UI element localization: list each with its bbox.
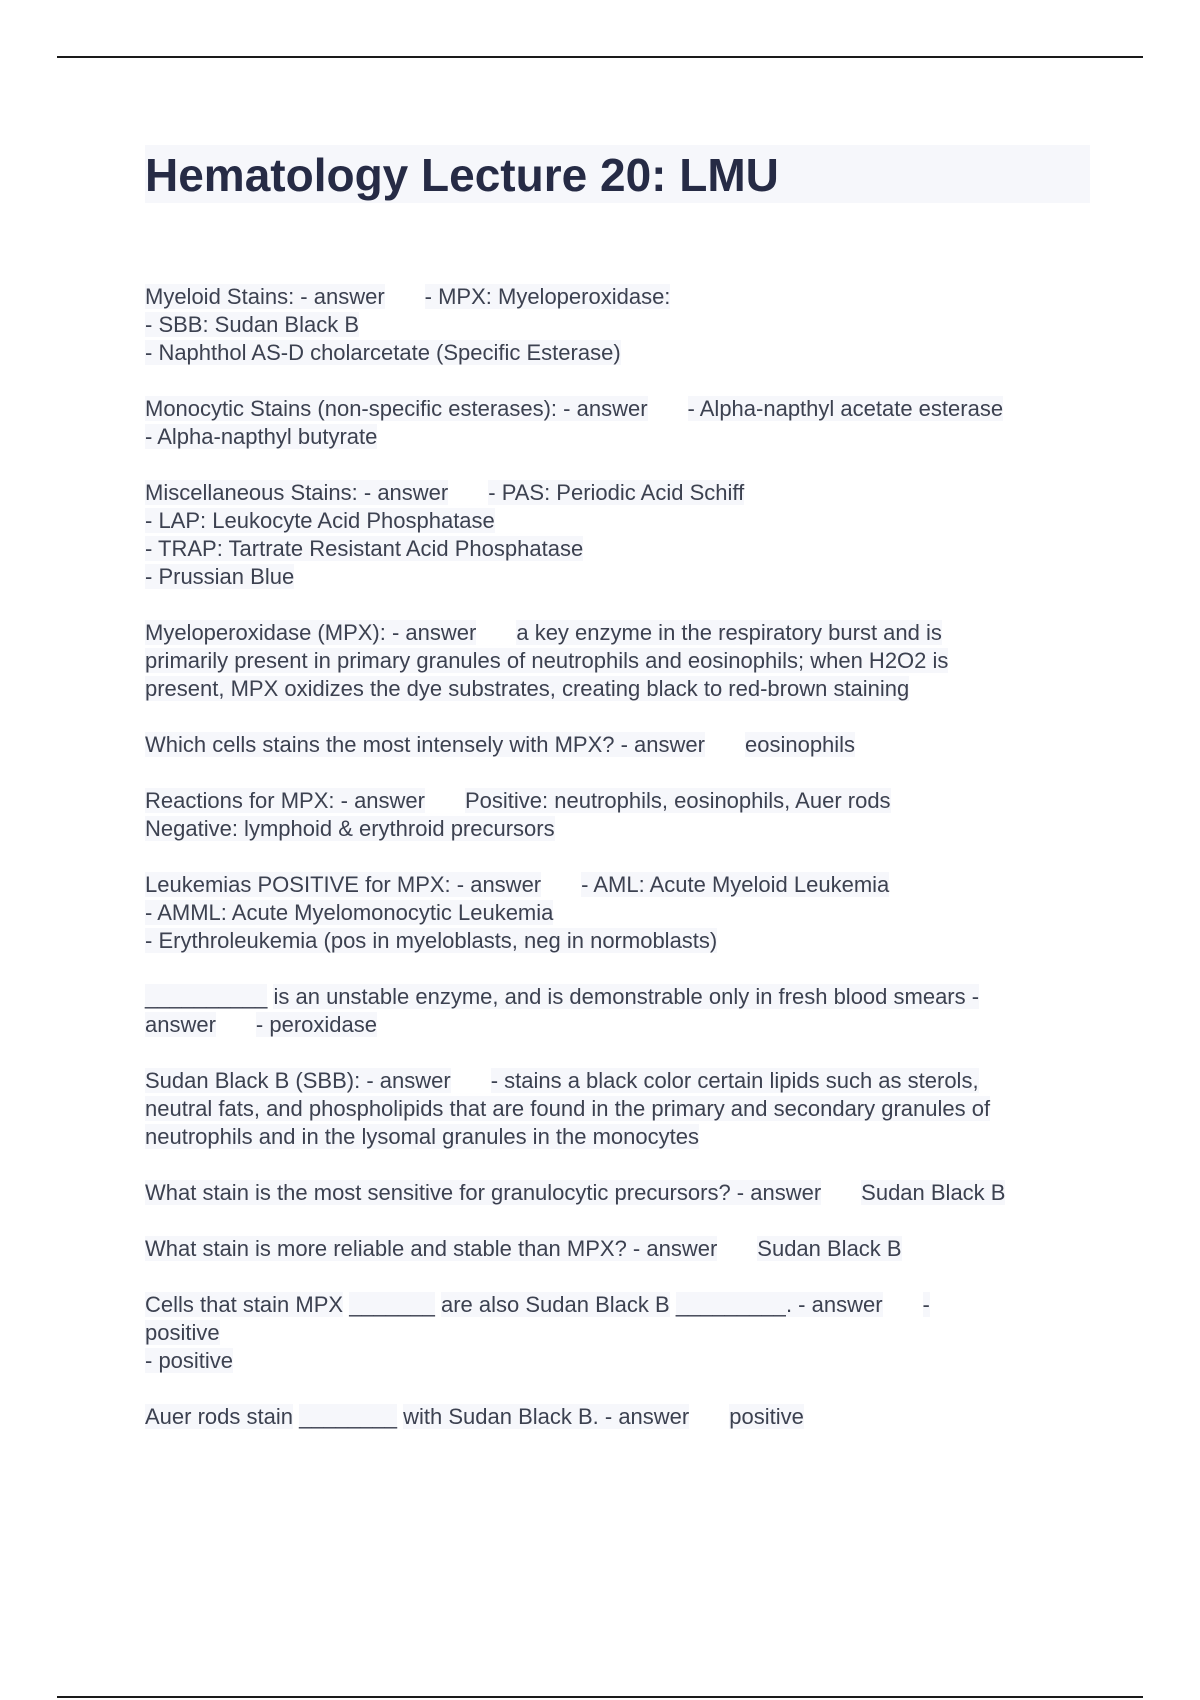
card-answer: - PAS: Periodic Acid Schiff [488, 480, 745, 505]
card-question: Auer rods stain [145, 1404, 293, 1429]
flashcard [145, 479, 1090, 591]
card-answer-line: neutral fats, and phospholipids that are found in the primary and secondary granules of [145, 1096, 991, 1121]
flashcard [145, 1179, 1090, 1207]
card-question: Which cells stains the most intensely with MPX? - answer [145, 732, 705, 757]
card-answer-line: - Erythroleukemia (pos in myeloblasts, neg in normoblasts) [145, 928, 718, 953]
fill-in-blank: _________ [675, 1292, 786, 1317]
flashcard [145, 619, 1090, 703]
card-question: answer [145, 1012, 216, 1037]
card-question: What stain is more reliable and stable than MPX? - answer [145, 1236, 718, 1261]
card-question: Leukemias POSITIVE for MPX: - answer [145, 872, 542, 897]
card-answer-line: primarily present in primary granules of neutrophils and eosinophils; when H2O2 is [145, 648, 949, 673]
card-answer-line: - TRAP: Tartrate Resistant Acid Phosphatase [145, 536, 584, 561]
flashcard [145, 787, 1090, 843]
card-answer: eosinophils [744, 732, 856, 757]
card-question: Cells that stain MPX [145, 1292, 344, 1317]
flashcard [145, 1403, 1090, 1431]
card-question: Miscellaneous Stains: - answer [145, 480, 449, 505]
bottom-rule [57, 1696, 1143, 1698]
card-answer: - stains a black color certain lipids such as sterols, [490, 1068, 979, 1093]
card-answer: Positive: neutrophils, eosinophils, Auer rods [464, 788, 891, 813]
card-question: Reactions for MPX: - answer [145, 788, 425, 813]
flashcard [145, 871, 1090, 955]
flashcard [145, 731, 1090, 759]
card-answer: - [922, 1292, 930, 1317]
card-question: Myeloid Stains: - answer [145, 284, 385, 309]
flashcard [145, 283, 1090, 367]
card-question: with Sudan Black B. - answer [403, 1404, 690, 1429]
card-answer: - peroxidase [255, 1012, 377, 1037]
card-answer-line: - Naphthol AS-D cholarcetate (Specific Esterase) [145, 340, 621, 365]
card-question: . - answer [785, 1292, 883, 1317]
card-answer: a key enzyme in the respiratory burst and is [516, 620, 942, 645]
card-answer-line: - positive [145, 1348, 234, 1373]
fill-in-blank: ________ [299, 1404, 397, 1429]
card-answer-line: - Alpha-napthyl butyrate [145, 424, 378, 449]
card-question: Myeloperoxidase (MPX): - answer [145, 620, 477, 645]
card-answer-line: neutrophils and in the lysomal granules in the monocytes [145, 1124, 699, 1149]
flashcard-list [145, 283, 1090, 1431]
flashcard [145, 983, 1090, 1039]
card-answer-line: present, MPX oxidizes the dye substrates, creating black to red-brown staining [145, 676, 910, 701]
card-answer: Sudan Black B [757, 1236, 902, 1261]
card-question: Monocytic Stains (non-specific esterases): - answer [145, 396, 648, 421]
card-answer-line: positive [145, 1320, 220, 1345]
card-answer: - MPX: Myeloperoxidase: [424, 284, 671, 309]
card-question: What stain is the most sensitive for granulocytic precursors? - answer [145, 1180, 822, 1205]
fill-in-blank: __________ [145, 984, 268, 1009]
page-title: Hematology Lecture 20: LMU [145, 145, 1090, 203]
card-question: Sudan Black B (SBB): - answer [145, 1068, 451, 1093]
top-rule [57, 56, 1143, 58]
card-question: is an unstable enzyme, and is demonstrable only in fresh blood smears - [273, 984, 980, 1009]
card-answer: - Alpha-napthyl acetate esterase [687, 396, 1004, 421]
flashcard [145, 1235, 1090, 1263]
flashcard [145, 1291, 1090, 1375]
fill-in-blank: _______ [349, 1292, 435, 1317]
card-question: are also Sudan Black B [440, 1292, 670, 1317]
flashcard [145, 395, 1090, 451]
flashcard [145, 1067, 1090, 1151]
card-answer: positive [729, 1404, 804, 1429]
card-answer-line: - LAP: Leukocyte Acid Phosphatase [145, 508, 495, 533]
card-answer-line: - SBB: Sudan Black B [145, 312, 359, 337]
card-answer-line: - Prussian Blue [145, 564, 295, 589]
card-answer: - AML: Acute Myeloid Leukemia [581, 872, 890, 897]
card-answer-line: - AMML: Acute Myelomonocytic Leukemia [145, 900, 554, 925]
document-body [145, 145, 1090, 1459]
card-answer-line: Negative: lymphoid & erythroid precursors [145, 816, 555, 841]
card-answer: Sudan Black B [861, 1180, 1006, 1205]
